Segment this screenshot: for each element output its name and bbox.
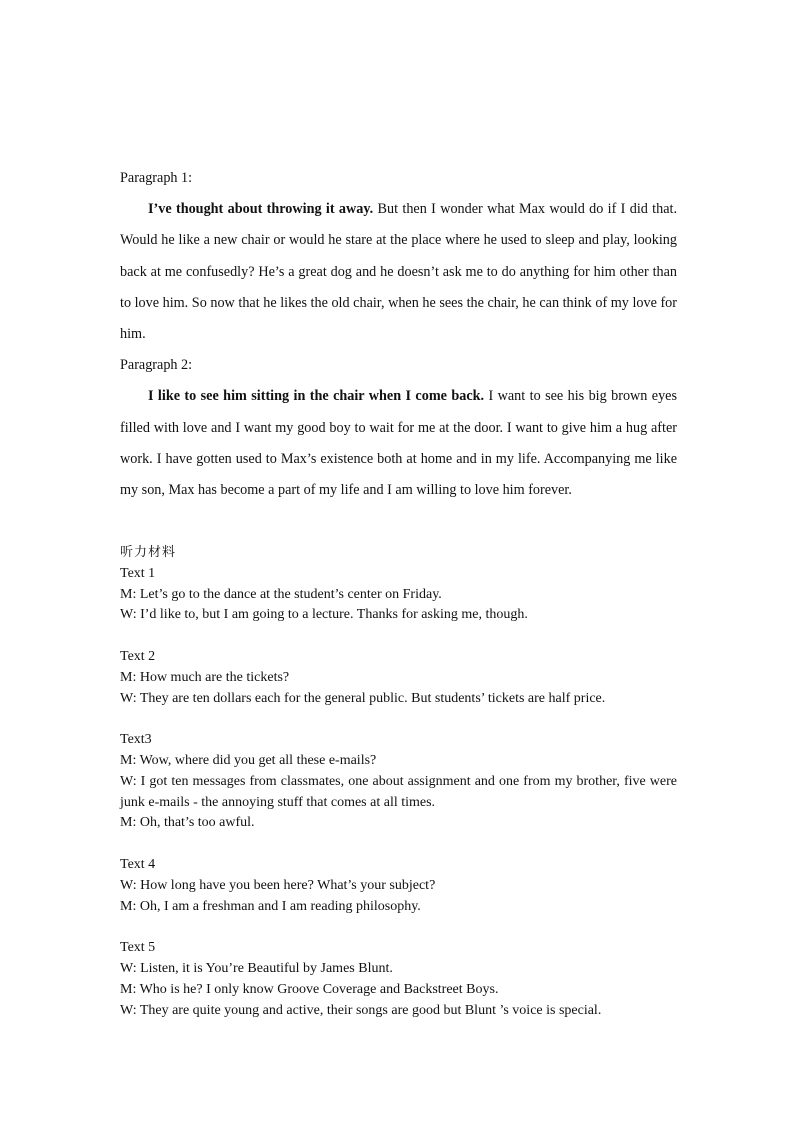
dialog-title: Text 1	[120, 565, 156, 581]
paragraph-1-body	[120, 194, 677, 350]
dialog-text-3	[120, 730, 677, 834]
dialog-title: Text 4	[120, 856, 156, 872]
dialog-line: M: Let’s go to the dance at the student’s center on Friday.	[120, 586, 442, 602]
dialog-line: W: I got ten messages from classmates, one about assignment and one from my brother, five were junk e-mails - the annoying stuff that comes at all times.	[120, 773, 677, 810]
dialog-line: M: Wow, where did you get all these e-mails?	[120, 752, 377, 768]
dialog-line: W: They are quite young and active, their songs are good but Blunt ’s voice is special.	[120, 1002, 602, 1018]
dialog-text-2	[120, 647, 677, 709]
dialog-title: Text 5	[120, 940, 156, 956]
dialog-line: W: How long have you been here? What’s your subject?	[120, 877, 436, 893]
dialog-line: W: Listen, it is You’re Beautiful by James Blunt.	[120, 960, 393, 976]
paragraph-2-lead-sentence: I like to see him sitting in the chair when I come back.	[148, 388, 485, 405]
dialog-line: M: Oh, I am a freshman and I am reading philosophy.	[120, 898, 421, 914]
dialog-text-5	[120, 938, 677, 1021]
paragraph-1-label: Paragraph 1:	[120, 170, 193, 186]
dialog-text-1	[120, 564, 677, 626]
dialog-line: W: I’d like to, but I am going to a lecture. Thanks for asking me, though.	[120, 607, 528, 623]
listening-heading: 听力材料	[120, 545, 177, 560]
dialog-text-4	[120, 855, 677, 917]
dialog-line: W: They are ten dollars each for the general public. But students’ tickets are half price.	[120, 690, 606, 706]
dialog-title: Text 2	[120, 648, 156, 664]
dialog-line: M: Oh, that’s too awful.	[120, 815, 255, 831]
paragraph-2-text: I want to see his big brown eyes filled with love and I want my good boy to wait for me at the door. I want to give him a hug after work. I have gotten used to Max’s existence both at home and in my life. Accompanying me like my son, Max has become a part of my life and I am willing to love him forever.	[120, 388, 677, 499]
paragraph-2-label: Paragraph 2:	[120, 357, 193, 374]
essay-section	[120, 163, 677, 506]
dialog-line: M: Who is he? I only know Groove Coverage and Backstreet Boys.	[120, 981, 499, 997]
dialog-title: Text3	[120, 732, 152, 748]
dialog-line: M: How much are the tickets?	[120, 669, 290, 685]
listening-section	[120, 543, 677, 1042]
paragraph-1-text: But then I wonder what Max would do if I did that. Would he like a new chair or would he stare at the place where he used to sleep and play, looking back at me confusedly? He’s a great dog and he doesn’t ask me to do anything for him other than to love him. So now that he likes the old chair, when he sees the chair, he can think of my love for him.	[120, 201, 678, 343]
paragraph-1-lead-sentence: I’ve thought about throwing it away.	[148, 201, 374, 218]
paragraph-2-body	[120, 381, 677, 506]
